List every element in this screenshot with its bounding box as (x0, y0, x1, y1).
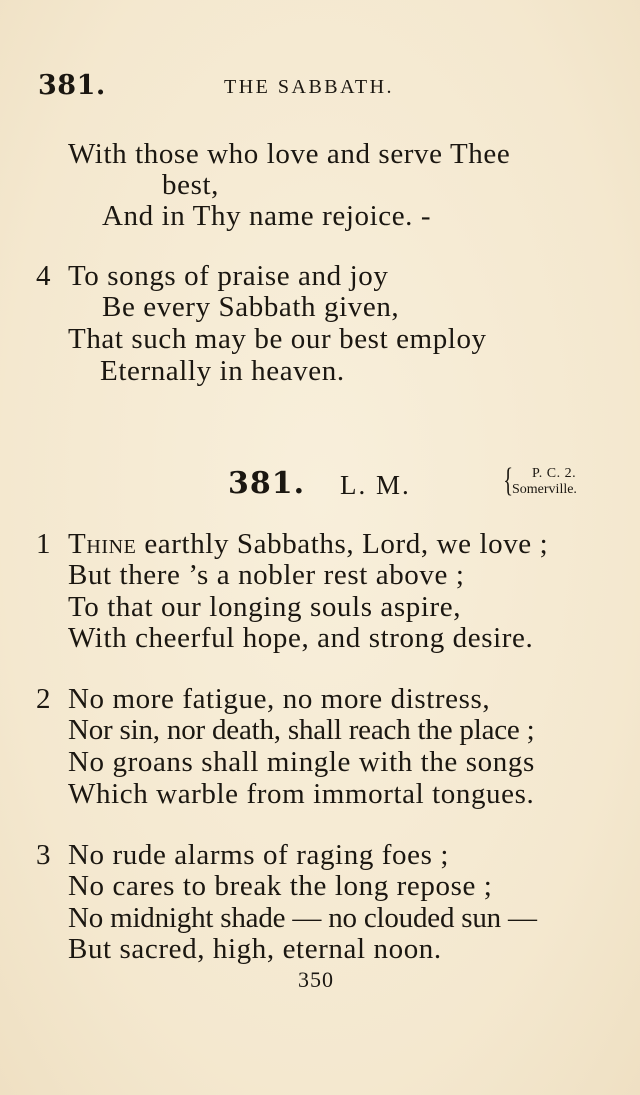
tune-meter: P. C. 2. (532, 466, 577, 481)
verse-2-line-3: No groans shall mingle with the songs (68, 746, 535, 778)
verse-2-line-1: No more fatigue, no more distress, (68, 683, 491, 715)
continuation-line-2: best, (162, 169, 219, 201)
verse-1-number: 1 (36, 528, 51, 560)
verse-1-line-1-rest: earthly Sabbaths, Lord, we love ; (136, 528, 549, 560)
verse-1-line-4: With cheerful hope, and strong desire. (68, 622, 534, 654)
hymn-number: 381. (228, 466, 306, 501)
prev-verse-4-line-3: That such may be our best employ (68, 323, 487, 355)
prev-verse-4-line-4: Eternally in heaven. (100, 355, 345, 387)
continuation-line-3: And in Thy name rejoice. ‑ (102, 200, 432, 232)
running-title: THE SABBATH. (224, 76, 395, 98)
page-number: 350 (298, 967, 334, 992)
verse-2-line-4: Which warble from immortal tongues. (68, 778, 535, 810)
verse-1-first-word: Thine (68, 528, 137, 560)
hymn-meter: L. M. (340, 470, 411, 500)
prev-verse-4-line-1: To songs of praise and joy (68, 260, 389, 292)
verse-1-line-2: But there ’s a nobler rest above ; (68, 559, 465, 591)
verse-3-line-4: But sacred, high, eternal noon. (68, 933, 442, 965)
verse-2-number: 2 (36, 683, 51, 715)
prev-verse-4-number: 4 (36, 260, 51, 292)
verse-1-line-3: To that our longing souls aspire, (68, 591, 462, 623)
verse-3-line-2: No cares to break the long repose ; (68, 870, 493, 902)
prev-verse-4-line-2: Be every Sabbath given, (102, 291, 400, 323)
running-hymn-number: 381. (38, 70, 106, 101)
tune-brace-icon: { (503, 462, 514, 499)
verse-3-line-1: No rude alarms of raging foes ; (68, 839, 449, 871)
verse-3-line-3: No midnight shade — no clouded sun — (68, 902, 537, 934)
continuation-line-1: With those who love and serve Thee (68, 138, 511, 170)
verse-3-number: 3 (36, 839, 51, 871)
verse-2-line-2: Nor sin, nor death, shall reach the place ; (68, 714, 535, 746)
verse-1-line-1 (68, 530, 548, 559)
tune-name: Somerville. (512, 482, 577, 497)
